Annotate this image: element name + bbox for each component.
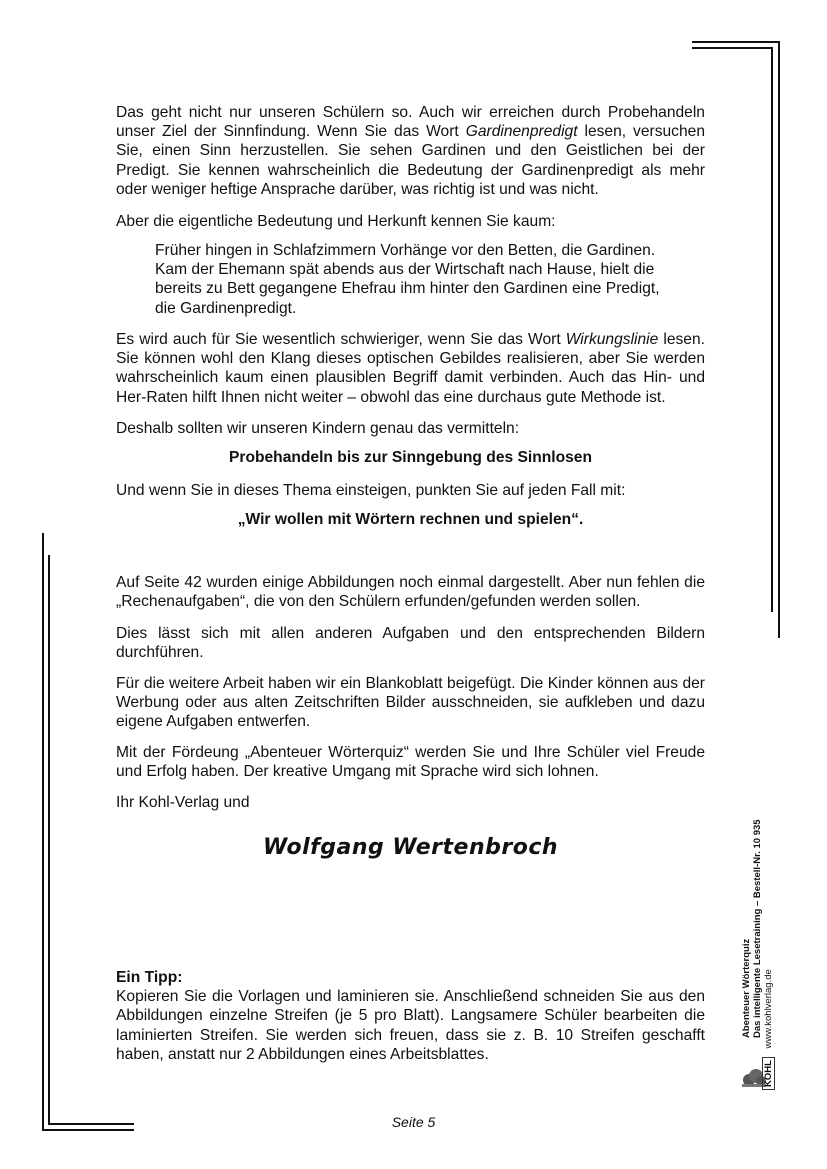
side-series-title: Abenteuer Wörterquiz (741, 938, 752, 1038)
quote-block (155, 241, 695, 318)
paragraph-1-text-b: lesen, versuchen Sie, einen Sinn herzustellen. Sie sehen Gardinen und den Geistlichen bei der Predigt. Sie kennen wahrscheinlich die Bedeutung der Gardinenpredigt als mehr oder weniger heftige Ansprache darüber, was richtig ist und was nicht. (116, 123, 705, 198)
paragraph-10-text: Ihr Kohl-Verlag und (116, 794, 250, 811)
side-imprint (741, 790, 791, 1090)
side-brand: KOHL (762, 1057, 775, 1090)
page-number: Seite 5 (391, 1114, 436, 1130)
term-wirkungslinie: Wirkungslinie (565, 331, 659, 348)
tip-box (116, 968, 705, 1064)
paragraph-6-text: Auf Seite 42 wurden einige Abbildungen noch einmal dargestellt. Aber nun fehlen die „Rechenaufgaben“, die von den Schülern erfunden/gefunden werden sollen. (116, 574, 705, 611)
paragraph-2 (116, 212, 705, 231)
paragraph-2-text: Aber die eigentliche Bedeutung und Herkunft kennen Sie kaum: (116, 213, 556, 230)
paragraph-9-text: Mit der Fördeung „Abenteuer Wörterquiz“ werden Sie und Ihre Schüler viel Freude und Erfolg haben. Der kreative Umgang mit Sprache wird sich lohnen. (116, 744, 705, 781)
tip-body: Kopieren Sie die Vorlagen und laminieren sie. Anschließend schneiden Sie aus den Abbildungen einzelne Streifen (je 5 pro Blatt). Langsamere Schüler bearbeiten die laminierten Streifen. Sie werden sich freuen, dass sie z. B. 10 Streifen geschafft haben, anstatt nur 2 Abbildungen eines Arbeitsblattes. (116, 988, 705, 1063)
paragraph-10 (116, 793, 705, 812)
paragraph-8-text: Für die weitere Arbeit haben wir ein Blankoblatt beigefügt. Die Kinder können aus der Werbung oder aus alten Zeitschriften Bilder ausschneiden, sie aufkleben und dazu eigene Aufgaben entwerfen. (116, 675, 705, 731)
paragraph-5-text: Und wenn Sie in dieses Thema einsteigen, punkten Sie auf jeden Fall mit: (116, 482, 626, 499)
paragraph-4-text: Deshalb sollten wir unseren Kindern genau das vermitteln: (116, 420, 520, 437)
quote-line-2: Kam der Ehemann spät abends aus der Wirtschaft nach Hause, hielt die (155, 261, 655, 279)
paragraph-7 (116, 624, 705, 662)
author-signature: Wolfgang Wertenbroch (262, 835, 559, 860)
paragraph-9 (116, 743, 705, 781)
quote-line-4: die Gardinenpredigt. (155, 299, 297, 317)
paragraph-8 (116, 674, 705, 732)
quote-line-3: bereits zu Bett gegangene Ehefrau ihm hinter den Gardinen eine Predigt, (155, 280, 660, 298)
paragraph-1-text-a: Das geht nicht nur unseren Schülern so. Auch wir erreichen durch Probehandeln unser Ziel der Sinnfindung. Wenn Sie das Wort (116, 104, 705, 141)
side-website-row (763, 790, 774, 1090)
frame-right-line-inner (771, 47, 773, 612)
term-gardinenpredigt: Gardinenpredigt (465, 123, 578, 141)
paragraph-4 (116, 419, 705, 438)
frame-left-line-outer (42, 533, 44, 1131)
highlight-probehandeln: Probehandeln bis zur Sinngebung des Sinnlosen (228, 449, 593, 466)
paragraph-5 (116, 481, 705, 500)
paragraph-1 (116, 103, 705, 199)
highlight-motto: „Wir wollen mit Wörtern rechnen und spielen“. (237, 511, 584, 528)
side-order-info: Das intelligente Lesetraining – Bestell-Nr. 10 935 (752, 819, 763, 1038)
side-website: www.kohlverlag.de (763, 969, 774, 1049)
paragraph-3-text-a: Es wird auch für Sie wesentlich schwieriger, wenn Sie das Wort (116, 331, 566, 348)
tip-heading: Ein Tipp: (116, 969, 183, 986)
frame-right-line-outer (778, 41, 780, 638)
frame-top-line-outer (692, 41, 780, 43)
frame-left-line-inner (48, 555, 50, 1125)
paragraph-7-text: Dies lässt sich mit allen anderen Aufgaben und den entsprechenden Bildern durchführen. (116, 625, 705, 662)
frame-top-line-inner (692, 47, 772, 49)
paragraph-3-text-b: lesen. Sie können wohl den Klang dieses optischen Gebildes realisieren, aber Sie werden wahrscheinlich kaum einen plausiblen Begriff damit verbinden. Auch das Hin- und Her-Raten hilft Ihnen nicht weiter – obwohl das eine durchaus gute Methode ist. (116, 331, 705, 406)
paragraph-3 (116, 330, 705, 407)
paragraph-6 (116, 573, 705, 611)
quote-line-1: Früher hingen in Schlafzimmern Vorhänge vor den Betten, die Gardinen. (155, 242, 656, 259)
